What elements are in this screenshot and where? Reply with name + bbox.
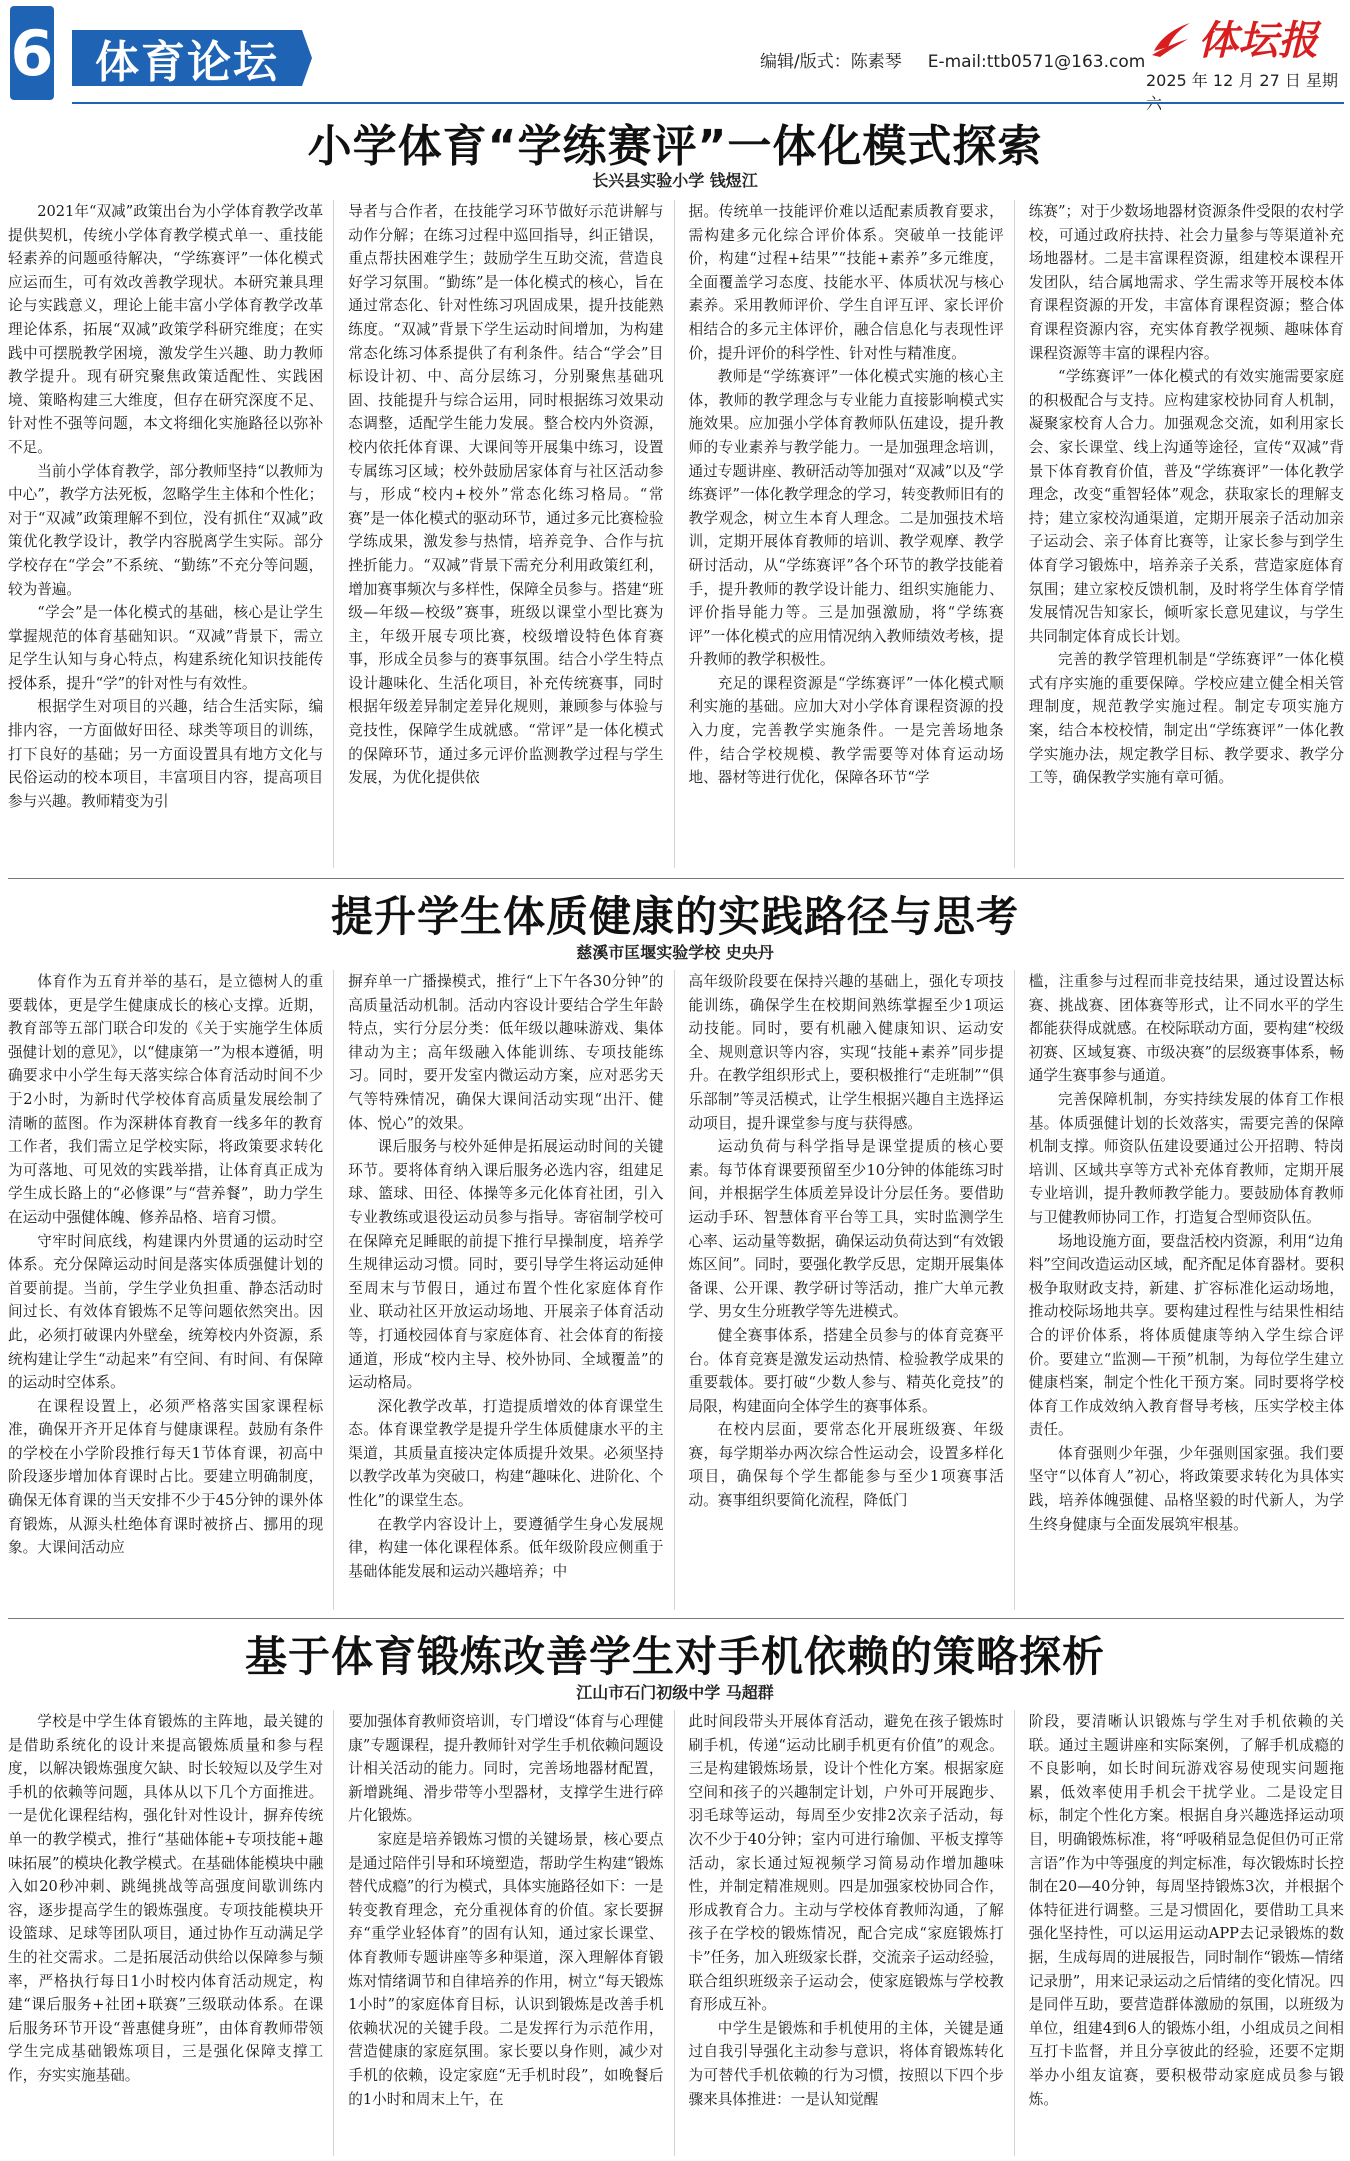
article-3-column-2 [348, 1710, 674, 2156]
paragraph: 学校是中学生体育锻炼的主阵地，最关键的是借助系统化的设计来提高锻炼质量和参与程度，以解决锻炼强度欠缺、时长较短以及学生对手机的依赖等问题，具体从以下几个方面推进。一是优化课程结构，强化针对性设计，摒弃传统单一的教学模式，推行“基础体能+专项技能+趣味拓展”的模块化教学模式。在基础体能模块中融入如20秒冲刺、跳绳挑战等高强度间歇训练内容，逐步提高学生的锻炼强度。专项技能模块开设篮球、足球等团队项目，通过协作互动满足学生的社交需求。二是拓展活动供给以保障参与频率，严格执行每日1小时校内体育活动规定，构建“课后服务+社团+联赛”三级联动体系。在课后服务环节开设“普惠健身班”，由体育教师带领学生完成基础锻炼项目，三是强化保障支撑工作，夯实实施基础。 [8, 1713, 324, 2084]
paper-name: 体坛报 [1198, 16, 1318, 64]
paper-logo [1150, 12, 1318, 62]
paragraph: 根据学生对项目的兴趣，结合生活实际，编排内容，一方面做好田径、球类等项目的训练，打下良好的基础；另一方面设置具有地方文化与民俗运动的校本项目，丰富项目内容，提高项目参与兴趣。教师精变为引 [8, 698, 324, 810]
paragraph: 完善的教学管理机制是“学练赛评”一体化模式有序实施的重要保障。学校应建立健全相关管理制度，规范教学实施过程。制定专项实施方案，结合本校校情，制定出“学练赛评”一体化教学实施办法，规定教学目标、教学要求、教学分工等，确保教学实施有章可循。 [1028, 651, 1344, 787]
article-2-column-3 [689, 970, 1015, 1610]
article-1-column-2 [348, 200, 674, 868]
flame-logo-icon [1150, 17, 1192, 57]
paragraph: 深化教学改革，打造提质增效的体育课堂生态。体育课堂教学是提升学生体质健康水平的主渠道，其质量直接决定体质提升效果。必须坚持以教学改革为突破口，构建“趣味化、进阶化、个性化”的课堂生态。 [348, 1397, 664, 1510]
paragraph: 场地设施方面，要盘活校内资源，利用“边角料”空间改造运动区域，配齐配足体育器材。要积极争取财政支持，新建、扩容标准化运动场地，推动校际场地共享。要构建过程性与结果性相结合的评价体系，将体质健康等纳入学生综合评价。要建立“监测—干预”机制，为每位学生建立健康档案，制定个性化干预方案。同时要将学校体育工作成效纳入教育督导考核，压实学校主体责任。 [1028, 1232, 1344, 1439]
paragraph: 练赛”；对于少数场地器材资源条件受限的农村学校，可通过政府扶持、社会力量参与等渠道补充场地器材。二是丰富课程资源，组建校本课程开发团队，结合属地需求、学生需求等开展校本体育课程资源的开发，丰富体育课程资源；整合体育课程资源内容，充实体育教学视频、趣味体育课程资源等丰富的课程内容。 [1028, 203, 1344, 362]
article-2-column-1 [8, 970, 334, 1610]
article-1-title: 小学体育“学练赛评”一体化模式探索 [307, 121, 1043, 172]
paragraph: 阶段，要清晰认识锻炼与学生对手机依赖的关联。通过主题讲座和实际案例，了解手机成瘾的不良影响，如长时间玩游戏容易使现实问题拖累，低效率使用手机会干扰学业。二是设定目标，制定个性化方案。根据自身兴趣选择运动项目，明确锻炼标准，将“呼吸稍显急促但仍可正常言语”作为中等强度的判定标准，每次锻炼时长控制在20—40分钟，每周坚持锻炼3次，并根据个体特征进行调整。三是习惯固化，要借助工具来强化坚持性，可以运用运动APP去记录锻炼的数据，生成每周的进展报告，同时制作“锻炼—情绪记录册”，用来记录运动之后情绪的变化情况。四是同伴互助，要营造群体激励的氛围，以班级为单位，组建4到6人的锻炼小组，小组成员之间相互打卡监督，并且分享彼此的经验，还要不定期举办小组友谊赛，要积极带动家庭成员参与锻炼。 [1028, 1713, 1344, 2108]
section-title: 体育论坛 [72, 30, 302, 86]
paragraph: 运动负荷与科学指导是课堂提质的核心要素。每节体育课要预留至少10分钟的体能练习时间，并根据学生体质差异设计分层任务。要借助运动手环、智慧体育平台等工具，实时监测学生心率、运动量等数据，确保运动负荷达到“有效锻炼区间”。同时，要强化教学反思，定期开展集体备课、公开课、教学研讨等活动，推广大单元教学、男女生分班教学等先进模式。 [688, 1138, 1004, 1321]
article-2-body [8, 970, 1344, 1610]
masthead [0, 0, 1350, 108]
article-2-column-4 [1029, 970, 1344, 1610]
article-3-title: 基于体育锻炼改善学生对手机依赖的策略探析 [244, 1632, 1105, 1681]
paragraph: 要加强体育教师资培训，专门增设“体育与心理健康”专题课程，提升教师针对学生手机依赖问题设计相关活动的能力。同时，完善场地器材配置，新增跳绳、滑步带等小型器材，支撑学生进行碎片化锻炼。 [348, 1713, 664, 1825]
article-3-byline: 江山市石门初级中学 马超群 [576, 1683, 774, 1702]
article-2-byline: 慈溪市匡堰实验学校 史央丹 [576, 943, 774, 962]
article-1-column-3 [689, 200, 1015, 868]
paragraph: 在教学内容设计上，要遵循学生身心发展规律，构建一体化课程体系。低年级阶段应侧重于基础体能发展和运动兴趣培养；中 [348, 1515, 664, 1580]
paragraph: 守牢时间底线，构建课内外贯通的运动时空体系。充分保障运动时间是落实体质强健计划的首要前提。当前，学生学业负担重、静态活动时间过长、有效体育锻炼不足等问题依然突出。因此，必须打破课内外壁垒，统筹校内外资源，系统构建让学生“动起来”有空间、有时间、有保障的运动时空体系。 [8, 1232, 324, 1392]
header-rule [72, 102, 1344, 104]
paragraph: “学会”是一体化模式的基础，核心是让学生掌握规范的体育基础知识。“双减”背景下，需立足学生认知与身心特点，构建系统化知识技能传授体系，提升“学”的针对性与有效性。 [8, 604, 324, 692]
paragraph: 家庭是培养锻炼习惯的关键场景，核心要点是通过陪伴引导和环境塑造，帮助学生构建“锻炼替代成瘾”的行为模式，具体实施路径如下：一是转变教育理念，充分重视体育的价值。家长要摒弃“重学业轻体育”的固有认知，通过家长课堂、体育教师专题讲座等多种渠道，深入理解体育锻炼对情绪调节和自律培养的作用，树立“每天锻炼1小时”的家庭体育目标，认识到锻炼是改善手机依赖状况的关键手段。二是发挥行为示范作用，营造健康的家庭氛围。家长要以身作则，减少对手机的依赖，设定家庭“无手机时段”，如晚餐后的1小时和周末上午，在 [348, 1830, 664, 2108]
date-text: 2025 年 12 月 27 日 [1146, 71, 1301, 90]
paragraph: 充足的课程资源是“学练赛评”一体化模式顺利实施的基础。应加大对小学体育课程资源的投入力度，完善教学实施条件。一是完善场地条件，结合学校规模、教学需要等对体育运动场地、器材等进行优化，保障各环节“学 [688, 674, 1004, 787]
paragraph: 槛，注重参与过程而非竞技结果，通过设置达标赛、挑战赛、团体赛等形式，让不同水平的学生都能获得成就感。在校际联动方面，要构建“校级初赛、区域复赛、市级决赛”的层级赛事体系，畅通学生赛事参与通道。 [1028, 973, 1344, 1085]
article-2-column-2 [348, 970, 674, 1610]
article-divider [8, 878, 1344, 879]
paragraph: 摒弃单一广播操模式，推行“上下午各30分钟”的高质量活动机制。活动内容设计要结合学生年龄特点，实行分层分类：低年级以趣味游戏、集体律动为主；高年级融入体能训练、专项技能练习。同时，要开发室内微运动方案，应对恶劣天气等特殊情况，确保大课间活动实现“出汗、健体、悦心”的效果。 [348, 973, 664, 1132]
issue-date [1146, 68, 1350, 114]
paragraph: 此时间段带头开展体育活动，避免在孩子锻炼时刷手机，传递“运动比刷手机更有价值”的观念。三是构建锻炼场景，设计个性化方案。根据家庭空间和孩子的兴趣制定计划，户外可开展跑步、羽毛球等运动，每周至少安排2次亲子活动，每次不少于40分钟；室内可进行瑜伽、平板支撑等活动，家长通过短视频学习简易动作增加趣味性，并制定精准规则。四是加强家校协同合作，形成教育合力。主动与学校体育教师沟通，了解孩子在学校的锻炼情况，配合完成“家庭锻炼打卡”任务，加入班级家长群，交流亲子运动经验，联合组织班级亲子运动会，使家庭锻炼与学校教育形成互补。 [688, 1713, 1004, 2014]
paragraph: 体育作为五育并举的基石，是立德树人的重要载体，更是学生健康成长的核心支撑。近期，教育部等五部门联合印发的《关于实施学生体质强健计划的意见》，以“健康第一”为根本遵循，明确要求中小学生每天落实综合体育活动时间不少于2小时，为新时代学校体育高质量发展绘制了清晰的蓝图。作为深耕体育教育一线多年的教育工作者，我们需立足学校实际，将政策要求转化为可落地、可见效的实践举措，让体育真正成为学生成长路上的“必修课”与“营养餐”，助力学生在运动中强健体魄、修养品格、培育习惯。 [8, 973, 324, 1226]
paragraph: 在课程设置上，必须严格落实国家课程标准，确保开齐开足体育与健康课程。鼓励有条件的学校在小学阶段推行每天1节体育课，初高中阶段逐步增加体育课时占比。要建立明确制度，确保无体育课的当天安排不少于45分钟的课外体育锻炼，从源头杜绝体育课时被挤占、挪用的现象。大课间活动应 [8, 1397, 324, 1557]
paragraph: 2021年“双减”政策出台为小学体育教学改革提供契机，传统小学体育教学模式单一、重技能轻素养的问题亟待解决，“学练赛评”一体化模式应运而生，可有效改善教学现状。本研究兼具理论与实践意义，理论上能丰富小学体育教学改革理论体系，拓展“双减”政策学科研究维度；在实践中可摆脱教学困境，激发学生兴趣、助力教师教学提升。现有研究聚焦政策适配性、实践困境、策略构建三大维度，但存在研究深度不足、针对性不强等问题，本文将细化实施路径以弥补不足。 [8, 203, 324, 456]
paragraph: “学练赛评”一体化模式的有效实施需要家庭的积极配合与支持。应构建家校协同育人机制，凝聚家校育人合力。加强观念交流，如利用家长会、家长课堂、线上沟通等途径，宣传“双减”背景下体育教育价值，普及“学练赛评”一体化教学理念，改变“重智轻体”观念，获取家长的理解支持；建立家校沟通渠道，定期开展亲子活动加亲子运动会、亲子体育比赛等，让家长参与到学生体育学习锻炼中，培养亲子关系，营造家庭体育氛围；建立家校反馈机制，及时将学生体育学情发展情况告知家长，倾听家长意见建议，与学生共同制定体育成长计划。 [1028, 368, 1344, 645]
paragraph: 导者与合作者，在技能学习环节做好示范讲解与动作分解；在练习过程中巡回指导，纠正错误，重点帮扶困难学生；鼓励学生互助交流，营造良好学习氛围。“勤练”是一体化模式的核心，旨在通过常态化、针对性练习巩固成果，提升技能熟练度。“双减”背景下学生运动时间增加，为构建常态化练习体系提供了有利条件。结合“学会”目标设计初、中、高分层练习，分别聚焦基础巩固、技能提升与综合运用，同时根据练习效果动态调整，适配学生能力发展。整合校内外资源，校内依托体育课、大课间等开展集中练习，设置专属练习区域；校外鼓励居家体育与社区活动参与，形成“校内+校外”常态化练习格局。“常赛”是一体化模式的驱动环节，通过多元比赛检验学练成果，激发参与热情，培养竞争、合作与抗挫折能力。“双减”背景下需充分利用政策红利，增加赛事频次与多样性，保障全员参与。搭建“班级—年级—校级”赛事，班级以课堂小型比赛为主，年级开展专项比赛，校级增设特色体育赛事，形成全员参与的赛事氛围。结合小学生特点设计趣味化、生活化项目，补充传统赛事，同时根据年级差异制定差异化规则，兼顾参与体验与竞技性，保障学生成就感。“常评”是一体化模式的保障环节，通过多元评价监测教学过程与学生发展，为优化提供依 [348, 203, 664, 787]
article-1-body [8, 200, 1344, 868]
paragraph: 在校内层面，要常态化开展班级赛、年级赛，每学期举办两次综合性运动会，设置多样化项目，确保每个学生都能参与至少1项赛事活动。赛事组织要简化流程，降低门 [688, 1421, 1004, 1510]
article-1-column-4 [1029, 200, 1344, 868]
paragraph: 据。传统单一技能评价难以适配素质教育要求，需构建多元化综合评价体系。突破单一技能评价，构建“过程+结果”“技能+素养”多元维度，全面覆盖学习态度、技能水平、体质状况与核心素养。采用教师评价、学生自评互评、家长评价相结合的多元主体评价，融合信息化与表现性评价，提升评价的科学性、针对性与精准度。 [688, 203, 1004, 362]
article-3-column-1 [8, 1710, 334, 2156]
article-divider [8, 1618, 1344, 1619]
paragraph: 中学生是锻炼和手机使用的主体，关键是通过自我引导强化主动参与意识，将体育锻炼转化为可替代手机依赖的行为习惯，按照以下四个步骤来具体推进：一是认知觉醒 [688, 2019, 1004, 2108]
article-3-column-3 [689, 1710, 1015, 2156]
editor-info [760, 47, 1145, 72]
article-2-title: 提升学生体质健康的实践路径与思考 [330, 892, 1019, 941]
paragraph: 高年级阶段要在保持兴趣的基础上，强化专项技能训练，确保学生在校期间熟练掌握至少1项运动技能。同时，要有机融入健康知识、运动安全、规则意识等内容，实现“技能+素养”同步提升。在教学组织形式上，要积极推行“走班制”“俱乐部制”等灵活模式，让学生根据兴趣自主选择运动项目，提升课堂参与度与获得感。 [688, 973, 1004, 1132]
article-1-byline: 长兴县实验小学 钱煜江 [592, 171, 758, 190]
paragraph: 健全赛事体系，搭建全员参与的体育竞赛平台。体育竞赛是激发运动热情、检验教学成果的重要载体。要打破“少数人参与、精英化竞技”的局限，构建面向全体学生的赛事体系。 [688, 1326, 1004, 1415]
editor-email: E-mail:ttb0571@163.com [927, 52, 1146, 72]
paragraph: 课后服务与校外延伸是拓展运动时间的关键环节。要将体育纳入课后服务必选内容，组建足球、篮球、田径、体操等多元化体育社团，引入专业教练或退役运动员参与指导。寄宿制学校可在保障充足睡眠的前提下推行早操制度，培养学生规律运动习惯。同时，要引导学生将运动延伸至周末与节假日，通过布置个性化家庭体育作业、联动社区开放运动场地、开展亲子体育活动等，打通校园体育与家庭体育、社会体育的衔接通道，形成“校内主导、校外协同、全域覆盖”的运动格局。 [348, 1138, 664, 1392]
weekday-text: 星期 [1305, 71, 1338, 90]
article-1-column-1 [8, 200, 334, 868]
editor-name: 编辑/版式：陈素琴 [760, 52, 902, 72]
paragraph: 完善保障机制，夯实持续发展的体育工作根基。体质强健计划的长效落实，需要完善的保障机制支撑。师资队伍建设要通过公开招聘、特岗培训、区域共享等方式补充体育教师，定期开展专业培训，提升教师教学能力。要鼓励体育教师与卫健教师协同工作，打造复合型师资队伍。 [1028, 1090, 1344, 1226]
article-3-column-4 [1029, 1710, 1344, 2156]
paragraph: 教师是“学练赛评”一体化模式实施的核心主体，教师的教学理念与专业能力直接影响模式实施效果。应加强小学体育教师队伍建设，提升教师的专业素养与教学能力。一是加强理念培训，通过专题讲座、教研活动等加强对“双减”以及“学练赛评”一体化教学理念的学习，转变教师旧有的教学观念，树立生本育人理念。二是加强技术培训，定期开展体育教师的培训、教学观摩、教学研讨活动，从“学练赛评”各个环节的教学技能着手，提升教师的教学设计能力、组织实施能力、评价指导能力等。三是加强激励，将“学练赛评”一体化模式的应用情况纳入教师绩效考核，提升教师的教学积极性。 [688, 368, 1004, 669]
paragraph: 当前小学体育教学，部分教师坚持“以教师为中心”，教学方法死板，忽略学生主体和个性化；对于“双减”政策理解不到位，没有抓住“双减”政策优化教学设计，教学内容脱离学生实际。部分学校存在“学会”不系统、“勤练”不充分等问题，较为普遍。 [8, 462, 324, 598]
paragraph: 体育强则少年强，少年强则国家强。我们要坚守“以体育人”初心，将政策要求转化为具体实践，培养体魄强健、品格坚毅的时代新人，为学生终身健康与全面发展筑牢根基。 [1028, 1444, 1344, 1533]
article-3-body [8, 1710, 1344, 2156]
page-number: 6 [10, 6, 54, 100]
